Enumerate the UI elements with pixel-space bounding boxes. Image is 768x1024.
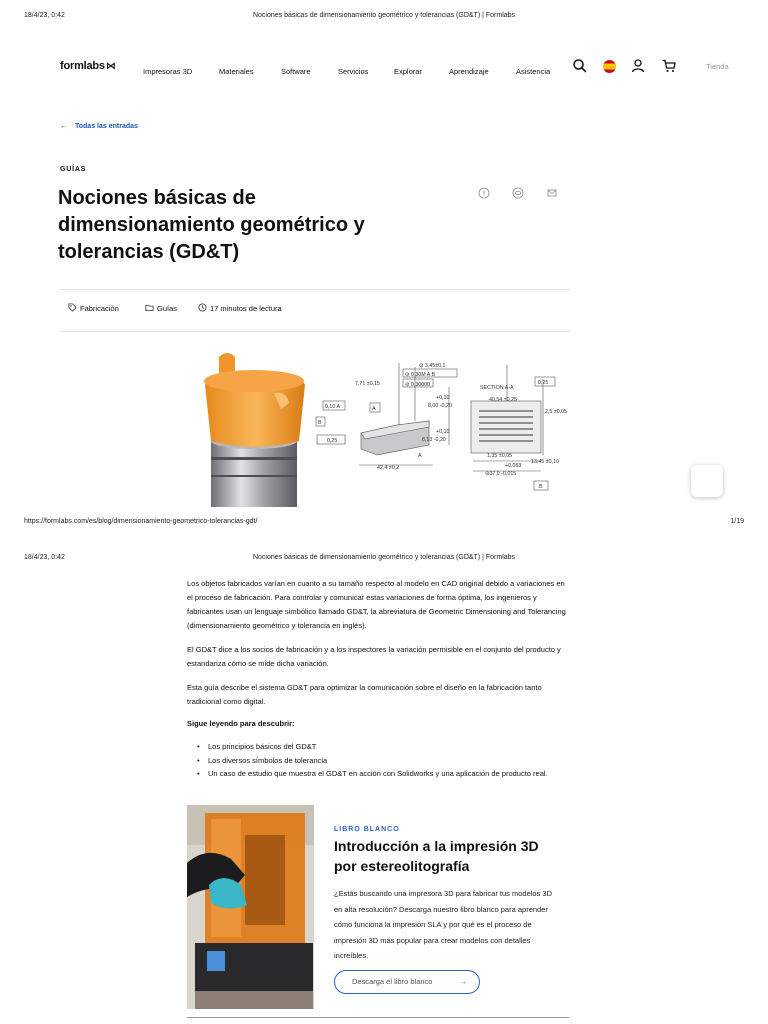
read-more-heading: Sigue leyendo para descubrir:	[187, 719, 295, 728]
sla-printer-image	[187, 805, 314, 1009]
pdf-header-2	[24, 554, 744, 564]
nav-item-materiales[interactable]: Materiales	[219, 67, 254, 76]
pdf-date: 18/4/23, 0:42	[24, 12, 65, 19]
dim-10: 0,10 A	[325, 404, 341, 410]
pdf-url: https://formlabs.com/es/blog/dimensionamiento-geometrico-tolerancias-gdt/	[24, 518, 258, 525]
store-link[interactable]: Tienda	[706, 62, 729, 71]
butterfly-icon: ⋈	[105, 61, 116, 72]
pdf-footer	[24, 518, 744, 528]
dim-5: +0,10	[436, 395, 450, 401]
pdf-title: Nociones básicas de dimensionamiento geométrico y tolerancias (GD&T) | Formlabs	[252, 12, 516, 19]
dim-8: 0,25	[538, 380, 549, 386]
pdf-date: 18/4/23, 0:42	[24, 554, 65, 561]
reading-time-label: 17 minutos de lectura	[210, 304, 282, 313]
nav-item-software[interactable]: Software	[281, 67, 311, 76]
dim-15: +0,063	[505, 463, 522, 469]
back-to-all-posts-link[interactable]	[60, 123, 138, 130]
floating-action-button[interactable]	[691, 465, 723, 497]
download-whitepaper-button[interactable]	[334, 970, 480, 994]
reading-time	[198, 303, 282, 313]
svg-text:f: f	[483, 190, 485, 198]
tag-fabricacion[interactable]	[68, 303, 119, 313]
meta-divider-top	[60, 289, 570, 290]
top-nav	[0, 56, 768, 80]
nav-item-servicios[interactable]: Servicios	[338, 67, 369, 76]
spain-flag-icon[interactable]	[603, 60, 616, 73]
tag-label: Guías	[157, 304, 178, 313]
dim-9: 2,5 ±0,05	[545, 409, 568, 415]
dim-14: 1,35 ±0,05	[487, 453, 512, 459]
section-divider	[187, 1017, 569, 1018]
paragraph-guide: Esta guía describe el sistema GD&T para optimizar la comunicación sobre el diseño en la fabricación tanto tradicional como digital.	[187, 683, 542, 706]
nav-item-aprendizaje[interactable]: Aprendizaje	[449, 67, 489, 76]
arrow-left-icon: ←	[60, 123, 67, 130]
whitepaper-description: ¿Estás buscando una impresora 3D para fabricar tus modelos 3D en alta resolución? Descarga nuestro libro blanco para aprender cómo funciona la impresión SLA y por qué es el proceso de impresión 3D más popular para crear modelos con detalles increíbles.	[334, 889, 553, 960]
arrow-right-icon: →	[459, 977, 467, 986]
dim-13: 0,25	[327, 438, 338, 444]
folder-icon	[145, 303, 154, 312]
datum-b: B	[318, 420, 322, 426]
dim-2: ⊘ 0,30M A B	[405, 372, 436, 378]
list-item: • Un caso de estudio que muestra el GD&T en acción con Solidworks y una aplicación de producto real.	[197, 767, 567, 781]
download-button-label: Descarga el libro blanco	[352, 977, 433, 986]
datum-a-2: A	[418, 453, 422, 459]
dim-6: 8,00 -0,20	[428, 403, 452, 409]
pdf-header	[24, 12, 744, 22]
back-link-label: Todas las entradas	[75, 123, 138, 130]
datum-a: A	[372, 406, 376, 412]
tag-label: Fabricación	[80, 304, 119, 313]
formlabs-logo[interactable]	[60, 60, 116, 72]
tag-icon	[68, 303, 77, 312]
dim-18: 42,4 ±0,2	[377, 465, 400, 471]
list-item: • Los principios básicos del GD&T	[197, 740, 567, 754]
dim-1: ⊘ 3,45±0,1	[419, 363, 446, 369]
section-label: SECTION A-A	[480, 385, 514, 391]
paragraph-gdt: El GD&T dice a los socios de fabricación y a los inspectores la variación permisible en el conjunto del producto y estandariza cómo se mide dicha variación.	[187, 645, 561, 668]
cart-icon[interactable]	[661, 58, 677, 74]
facebook-icon[interactable]	[478, 187, 490, 199]
link-icon[interactable]	[512, 187, 524, 199]
article-category[interactable]: GUÍAS	[60, 166, 87, 173]
nav-item-asistencia[interactable]: Asistencia	[516, 67, 551, 76]
dim-7: 40,54 ±0,25	[489, 397, 517, 403]
dim-11: +0,10	[436, 429, 450, 435]
paragraph-intro: Los objetos fabricados varían en cuanto a su tamaño respecto al modelo en CAD original debido a variaciones en el proceso de fabricación. Para controlar y comunicar estas variaciones de forma óptima, los ingenieros y fabricantes usan un lenguaje simbólico llamado GD&T, la abreviatura de Geometric Dimensioning and Tolerancing (dimensionamiento geométrico y tolerancia en inglés).	[187, 579, 566, 630]
dim-3: ⊘ 0,30000	[405, 382, 431, 388]
user-icon[interactable]	[630, 58, 646, 74]
whitepaper-title: Introducción a la impresión 3D por estereolitografía	[334, 838, 539, 874]
pdf-page-number: 1/19	[730, 518, 744, 525]
dim-16: ⊘37,0 -0,015	[485, 471, 517, 477]
logo-text: formlabs	[60, 60, 105, 72]
topics-list	[197, 740, 567, 781]
article-title: Nociones básicas de dimensionamiento geométrico y tolerancias (GD&T)	[58, 187, 365, 263]
hero-image-gdt-drawing	[189, 345, 569, 507]
clock-icon	[198, 303, 207, 312]
list-item: • Los diversos símbolos de tolerancia	[197, 754, 567, 768]
meta-divider-bottom	[60, 331, 570, 332]
search-icon[interactable]	[572, 58, 588, 74]
pdf-page-2	[0, 540, 768, 1024]
dim-17: 13,45 ±0,10	[531, 459, 559, 465]
email-icon[interactable]	[546, 187, 558, 199]
datum-b-2: B	[539, 484, 543, 490]
nav-item-explorar[interactable]: Explorar	[394, 67, 422, 76]
whitepaper-kicker: LIBRO BLANCO	[334, 826, 400, 833]
pdf-title: Nociones básicas de dimensionamiento geométrico y tolerancias (GD&T) | Formlabs	[252, 554, 516, 561]
dim-4: 7,71 ±0,15	[355, 381, 380, 387]
tag-guias[interactable]	[145, 303, 177, 313]
nav-item-impresoras[interactable]: Impresoras 3D	[143, 67, 193, 76]
dim-12: 8,13 -0,20	[422, 437, 446, 443]
